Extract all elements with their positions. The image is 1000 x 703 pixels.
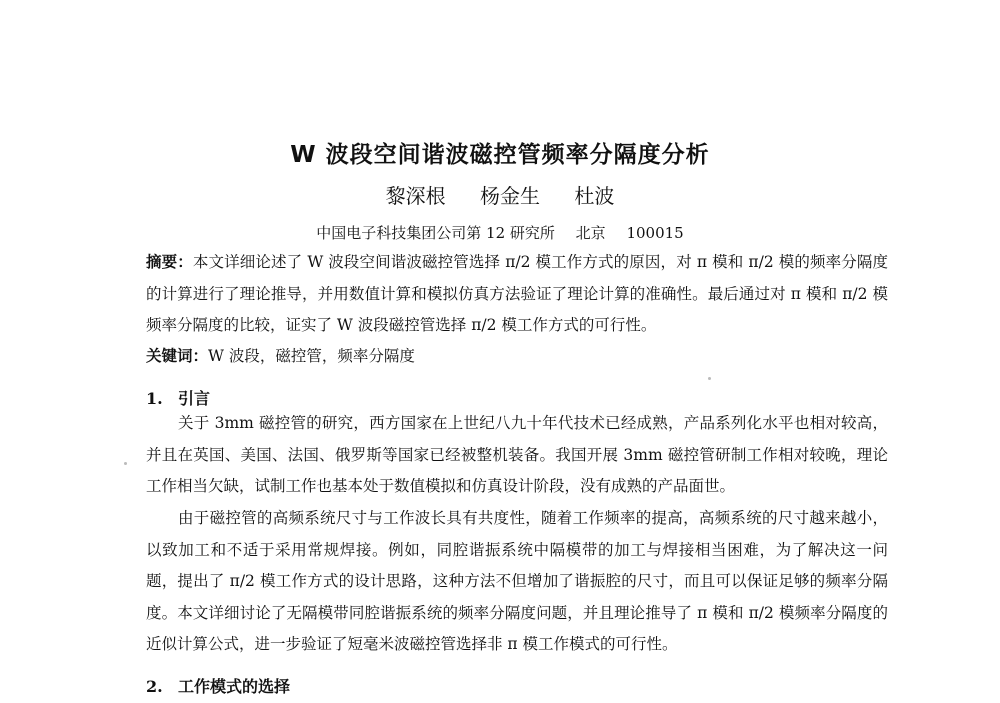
author-list [0, 180, 1000, 209]
intro-paragraph-2: 由于磁控管的高频系统尺寸与工作波长具有共度性，随着工作频率的提高，高频系统的尺寸越来越小，以致加工和不适于采用常规焊接。例如，同腔谐振系统中隔模带的加工与焊接相当困难，为了解决这一问题，提出了 π/2 模工作方式的设计思路，这种方法不但增加了谐振腔的尺寸，而且可以保证足够的频率分隔度。本文详细讨论了无隔模带同腔谐振系统的频率分隔度问题，并且理论推导了 π 模和 π/2 模频率分隔度的近似计算公式，进一步验证了短毫米波磁控管选择非 π 模工作模式的可行性。 [146, 509, 888, 653]
keywords-text: W 波段，磁控管，频率分隔度 [208, 347, 415, 365]
author-name: 杨金生 [480, 184, 540, 208]
section-heading-mode-selection [146, 674, 290, 697]
truncated-text-line [176, 698, 876, 703]
paper-title: W 波段空间谐波磁控管频率分隔度分析 [290, 142, 710, 168]
author-name: 杜波 [574, 184, 615, 208]
section-title: 工作模式的选择 [178, 677, 291, 696]
section-heading-introduction [146, 386, 210, 409]
section-title: 引言 [178, 389, 211, 408]
abstract-label: 摘要： [146, 252, 193, 271]
author-name: 黎深根 [385, 184, 446, 208]
affiliation-institute: 中国电子科技集团公司第 12 研究所 [316, 224, 555, 242]
scan-speck [124, 462, 127, 465]
affiliation-postcode: 100015 [626, 224, 684, 242]
affiliation-city: 北京 [575, 224, 606, 242]
abstract [146, 246, 888, 342]
keywords [146, 340, 888, 373]
section-number: 1. [146, 389, 163, 408]
affiliation [0, 222, 1000, 243]
intro-paragraph-1: 关于 3mm 磁控管的研究，西方国家在上世纪八九十年代技术已经成熟，产品系列化水平也相对较高，并且在英国、美国、法国、俄罗斯等国家已经被整机装备。我国开展 3mm 磁控管研制工作相对较晚，理论工作相当欠缺，试制工作也基本处于数值模拟和仿真设计阶段，没有成熟的产品面世。 [146, 414, 888, 495]
section-number: 2. [146, 677, 163, 696]
abstract-text: 本文详细论述了 W 波段空间谐波磁控管选择 π/2 模工作方式的原因，对 π 模和 π/2 模的频率分隔度的计算进行了理论推导，并用数值计算和模拟仿真方法验证了理论计算的准确性。最后通过对 π 模和 π/2 模频率分隔度的比较，证实了 W 波段磁控管选择 π/2 模工作方式的可行性。 [146, 253, 888, 334]
keywords-label: 关键词： [146, 346, 209, 365]
scan-speck [708, 377, 711, 380]
